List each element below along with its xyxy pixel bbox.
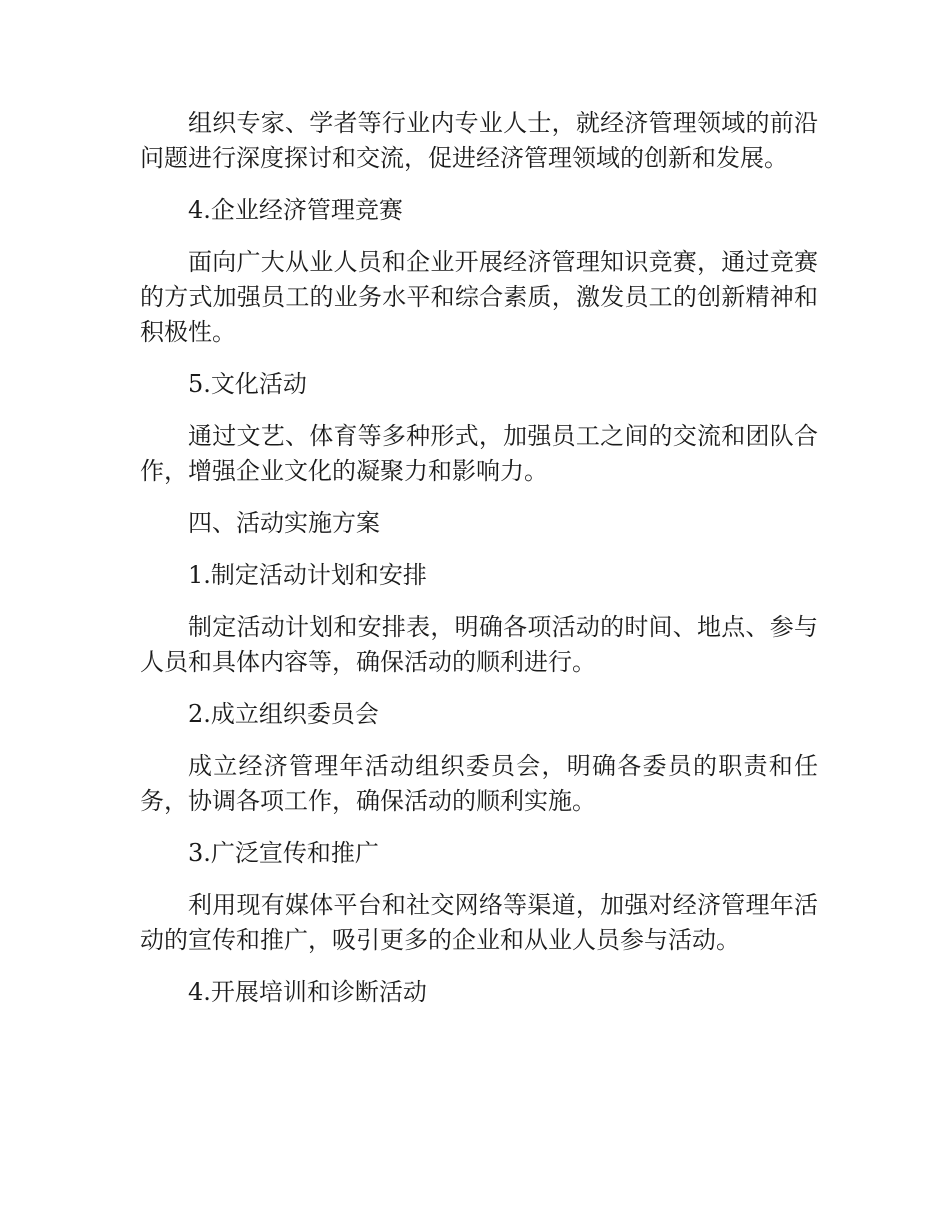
heading-cultural-activities: 5.文化活动 xyxy=(188,370,307,398)
paragraph-cultural-activities: 通过文艺、体育等多种形式，加强员工之间的交流和团队合作，增强企业文化的凝聚力和影响力。 xyxy=(140,422,818,485)
paragraph-competition: 面向广大从业人员和企业开展经济管理知识竞赛，通过竞赛的方式加强员工的业务水平和综合素质，激发员工的创新精神和积极性。 xyxy=(140,248,818,346)
paragraph-plan-schedule: 制定活动计划和安排表，明确各项活动的时间、地点、参与人员和具体内容等，确保活动的顺利进行。 xyxy=(140,613,818,676)
paragraph-promotion: 利用现有媒体平台和社交网络等渠道，加强对经济管理年活动的宣传和推广，吸引更多的企业和从业人员参与活动。 xyxy=(140,891,818,954)
paragraph-committee: 成立经济管理年活动组织委员会，明确各委员的职责和任务，协调各项工作，确保活动的顺利实施。 xyxy=(140,752,818,815)
heading-implementation-plan: 四、活动实施方案 xyxy=(188,509,380,537)
heading-training: 4.开展培训和诊断活动 xyxy=(188,978,427,1006)
heading-competition: 4.企业经济管理竞赛 xyxy=(188,196,403,224)
paragraph-expert-forum: 组织专家、学者等行业内专业人士，就经济管理领域的前沿问题进行深度探讨和交流，促进经济管理领域的创新和发展。 xyxy=(140,109,818,172)
document-body xyxy=(140,106,818,1027)
heading-promotion: 3.广泛宣传和推广 xyxy=(188,839,379,867)
heading-committee: 2.成立组织委员会 xyxy=(188,700,379,728)
heading-plan-schedule: 1.制定活动计划和安排 xyxy=(188,561,427,589)
